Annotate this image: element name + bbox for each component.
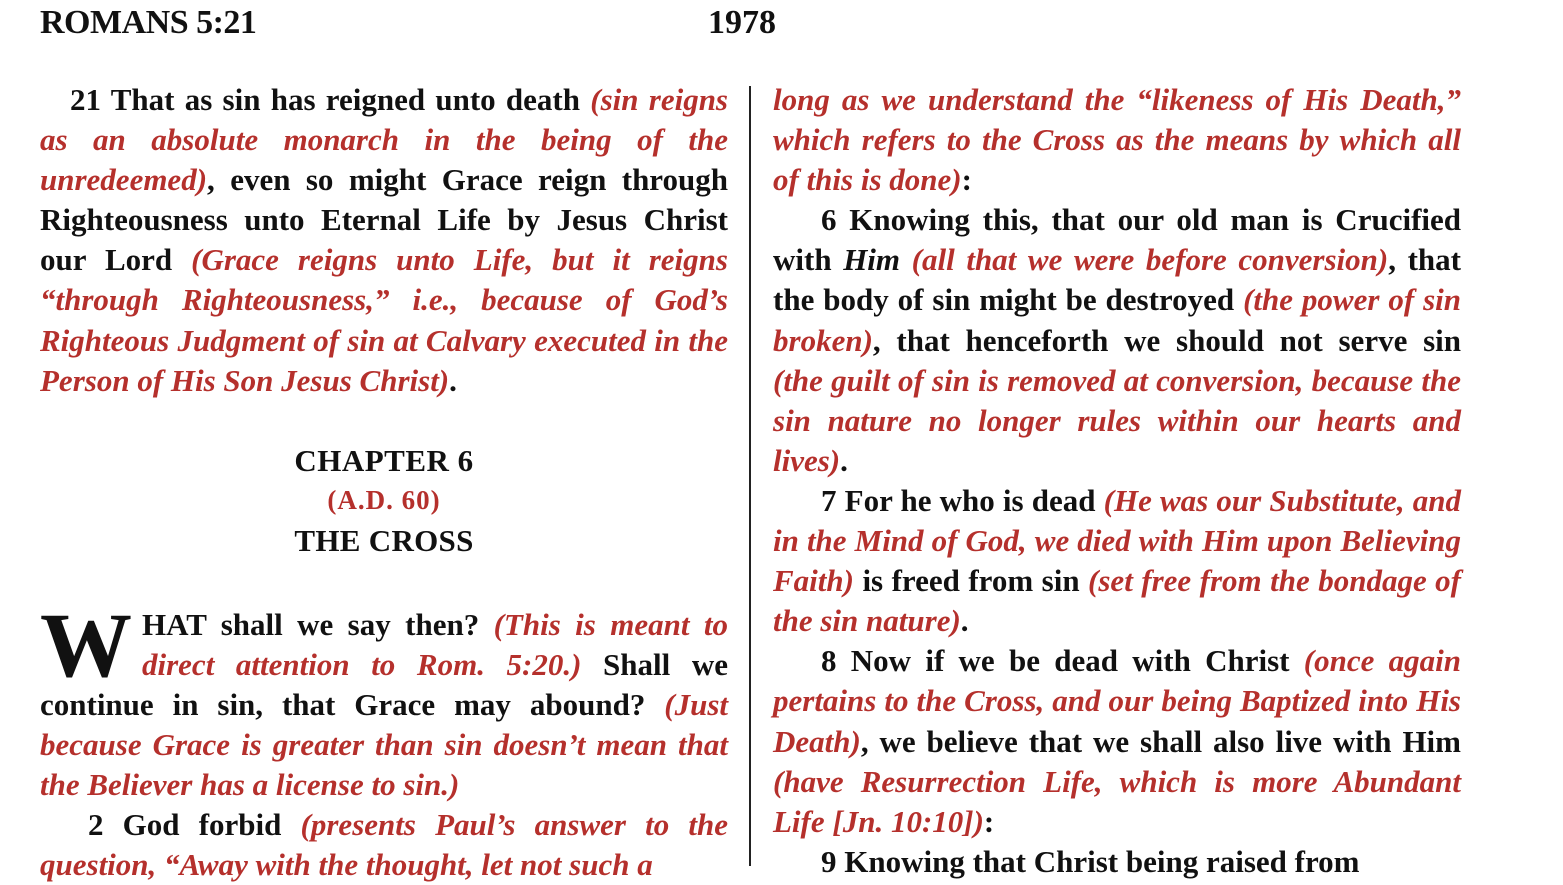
- commentary: long as we understand the “likeness of His Death,” which refers to the Cross as the means by which all of this is done): [773, 82, 1461, 198]
- left-column: [40, 80, 728, 885]
- verse-text: .: [449, 362, 457, 398]
- verse-text: is freed from sin: [853, 563, 1089, 599]
- drop-cap: W: [40, 593, 132, 696]
- commentary: (once again pertains to the Cross, and our being Baptized into His Death): [773, 643, 1461, 759]
- verse-1: [40, 593, 728, 805]
- verse-text: :: [961, 162, 972, 198]
- verse-21: [40, 80, 728, 401]
- verse-text: 2 God forbid: [88, 807, 301, 843]
- verse-text: 9 Knowing that Christ being raised from: [821, 843, 1360, 879]
- commentary: (presents Paul’s answer to the question, “Away with the thought, let not such a: [40, 807, 729, 883]
- chapter-title: CHAPTER 6: [294, 442, 474, 478]
- commentary: (Just because Grace is greater than sin doesn’t mean that the Believer has a license to sin.): [40, 686, 728, 803]
- verse-text: [900, 242, 912, 277]
- verse-text: , that the body of sin might be destroyed: [773, 242, 1461, 318]
- verse-5-continuation: [773, 80, 1461, 200]
- verse-6: [773, 200, 1461, 481]
- verse-text: , we believe that we shall also live with Him: [860, 723, 1461, 759]
- verse-9: [773, 842, 1461, 882]
- chapter-heading-block: [40, 441, 728, 563]
- verse-italic-word: Him: [843, 242, 901, 278]
- commentary: (the guilt of sin is removed at conversion, because the sin nature no longer rules within our hearts and lives): [773, 362, 1461, 478]
- verse-text: 21 That as sin has reigned unto death: [70, 82, 591, 117]
- verse-text: .: [960, 603, 969, 639]
- verse-7: [773, 481, 1461, 641]
- verse-text: HAT shall we say then?: [142, 606, 494, 642]
- verse-8: [773, 641, 1461, 841]
- commentary: (have Resurrection Life, which is more Abundant Life [Jn. 10:10]): [773, 763, 1461, 839]
- verse-text: .: [840, 442, 848, 478]
- commentary: (This is meant to direct attention to Rom. 5:20.): [142, 606, 728, 682]
- running-header-reference: ROMANS 5:21: [40, 4, 257, 41]
- page-number: 1978: [708, 4, 776, 41]
- right-column: [773, 80, 1461, 882]
- verse-text: , that henceforth we should not serve sin: [872, 322, 1461, 358]
- verse-text: :: [983, 803, 995, 839]
- commentary: (set free from the bondage of the sin nature): [773, 563, 1461, 639]
- verse-text: 7 For he who is dead: [821, 482, 1104, 518]
- verse-text: , even so might Grace reign through Righteousness unto Eternal Life by Jesus Christ our Lord: [40, 162, 728, 278]
- commentary: (the power of sin broken): [773, 282, 1461, 358]
- section-heading: THE CROSS: [294, 522, 474, 558]
- verse-text: Shall we continue in sin, that Grace may abound?: [40, 646, 728, 722]
- commentary: (Grace reigns unto Life, but it reigns “through Righteousness,” i.e., because of God’s Righteous Judgment of sin at Calvary executed in the Person of His Son Jesus Christ): [40, 242, 728, 398]
- verse-text: 8 Now if we be dead with Christ: [821, 643, 1304, 679]
- column-divider: [749, 86, 751, 866]
- verse-text: 6 Knowing this, that our old man is Crucified with: [773, 202, 1461, 278]
- verse-2: [40, 805, 728, 885]
- commentary: (sin reigns as an absolute monarch in the being of the unredeemed): [40, 82, 728, 198]
- commentary: (all that we were before conversion): [911, 242, 1389, 278]
- commentary: (He was our Substitute, and in the Mind of God, we died with Him upon Believing Faith): [773, 482, 1461, 599]
- chapter-date: (A.D. 60): [327, 484, 441, 515]
